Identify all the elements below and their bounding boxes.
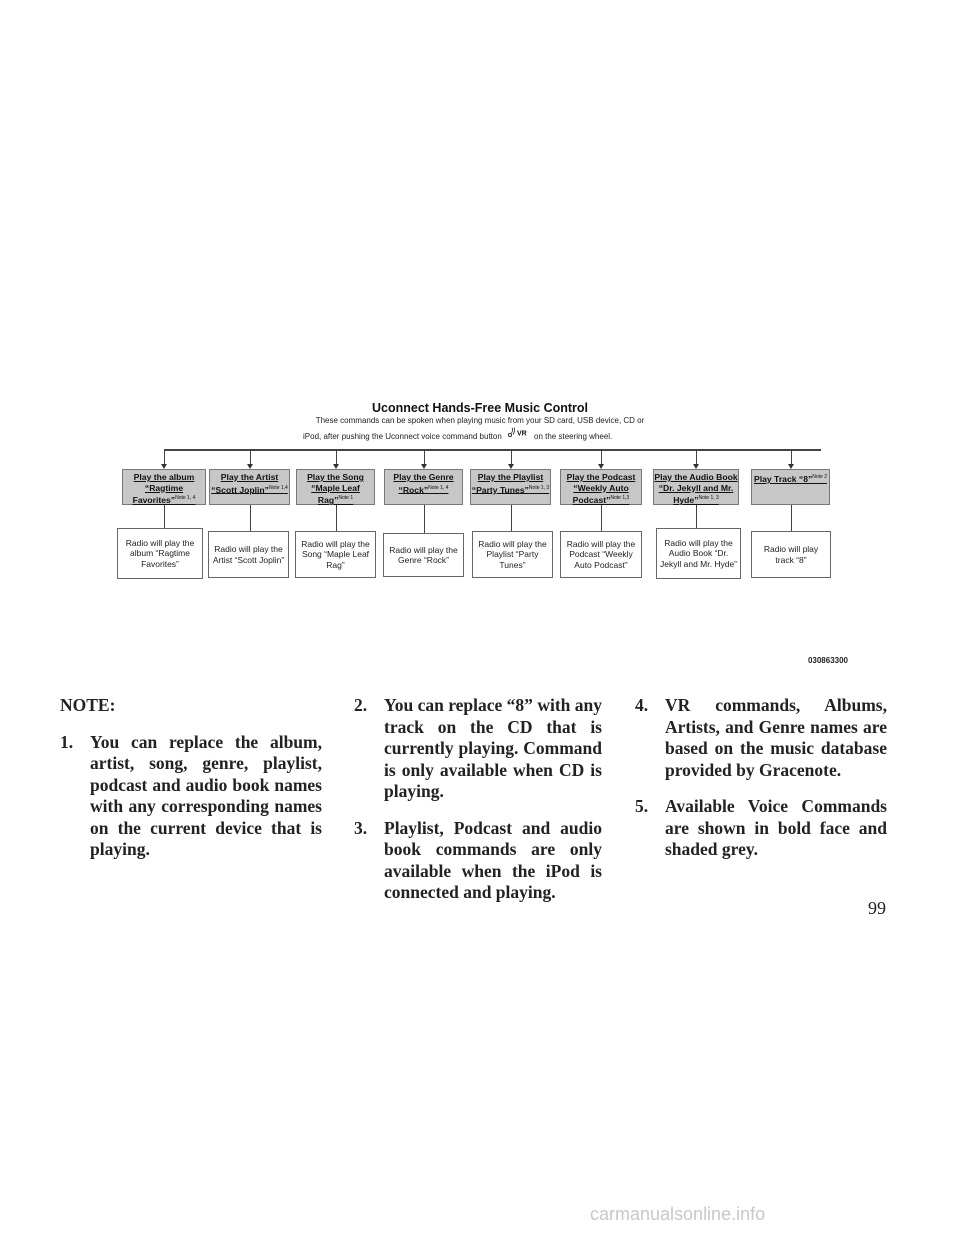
diagram-subtitle-line1: These commands can be spoken when playing music from your SD card, USB device, CD or: [315, 416, 645, 425]
figure-code: 030863300: [807, 656, 848, 665]
voice-command-box: [122, 469, 206, 505]
connector-link: [791, 505, 792, 531]
note-text: You can replace the album, artist, song, genre, playlist, podcast and audio book names with any corresponding names on the current device that is playing.: [90, 731, 322, 859]
voice-command-text: Play Track “8”: [753, 473, 813, 484]
note-text: Available Voice Commands are shown in bold face and shaded grey.: [665, 796, 887, 859]
connector-link: [511, 505, 512, 531]
note-reference: Note 2: [812, 474, 828, 480]
connector-link: [601, 505, 602, 531]
voice-command-box: [296, 469, 375, 505]
note-item-2: [354, 695, 602, 803]
result-box: Radio will play the Podcast “Weekly Auto Podcast”: [560, 531, 642, 578]
notes-column-2: [354, 695, 602, 919]
diagram-subtitle-line2-left: iPod, after pushing the Uconnect voice command button: [303, 432, 502, 441]
connector-link: [696, 505, 697, 528]
voice-command-box: [560, 469, 642, 505]
note-text: VR commands, Albums, Artists, and Genre names are based on the music database provided by Gracenote.: [665, 695, 887, 780]
voice-command-text: Play the Playlist “Party Tunes”: [471, 472, 544, 495]
voice-command-text: Play the Podcast “Weekly Auto Podcast”: [566, 472, 636, 505]
note-item-4: [635, 695, 887, 781]
note-item-5: [635, 796, 887, 861]
voice-command-text: Play the Audio Book “Dr. Jekyll and Mr. Hyde”: [654, 472, 738, 505]
result-box: Radio will play the Playlist “Party Tunes”: [472, 531, 553, 578]
result-box: Radio will play the Audio Book “Dr. Jekyll and Mr. Hyde”: [656, 528, 741, 579]
note-number: 3.: [354, 817, 368, 838]
result-box: Radio will play the album “Ragtime Favorites”: [117, 528, 203, 579]
note-number: 2.: [354, 695, 368, 715]
voice-command-icon: [507, 427, 529, 440]
notes-column-1: [60, 695, 322, 876]
result-box: Radio will play the Genre “Rock”: [383, 533, 464, 577]
notes-heading: NOTE:: [60, 695, 116, 715]
note-reference: Note 1, 3: [528, 484, 550, 491]
voice-command-box: [384, 469, 463, 505]
note-reference: Note 1,4: [268, 484, 288, 491]
result-box: Radio will play track “8”: [751, 531, 831, 578]
voice-command-box: [653, 469, 739, 505]
voice-command-text: Play the album “Ragtime Favorites”: [132, 472, 195, 505]
connector-link: [164, 505, 165, 528]
note-number: 1.: [60, 731, 74, 752]
watermark: carmanualsonline.info: [590, 1204, 766, 1224]
note-reference: Note 1,3: [610, 495, 630, 501]
note-text: Playlist, Podcast and audio book commands are only available when the iPod is connected and playing.: [384, 817, 602, 902]
voice-command-box: [751, 469, 830, 505]
vr-label: VR: [517, 430, 527, 438]
connector-link: [250, 505, 251, 531]
page-number: 99: [868, 898, 886, 918]
notes-column-3: [635, 695, 887, 876]
voice-command-text: Play the Genre “Rock”: [393, 472, 454, 495]
note-item-1: [60, 732, 322, 861]
note-text: You can replace “8” with any track on the CD that is currently playing. Command is only available when CD is playing.: [384, 695, 602, 801]
voice-command-text: Play the Artist “Scott Joplin”: [211, 472, 279, 495]
connector-bus: [165, 449, 821, 451]
note-reference: Note 1, 4: [175, 495, 196, 501]
diagram-title: Uconnect Hands-Free Music Control: [372, 401, 588, 415]
note-number: 4.: [635, 695, 649, 715]
result-box: Radio will play the Song “Maple Leaf Rag”: [295, 531, 376, 578]
connector-link: [424, 505, 425, 533]
diagram-subtitle-line2-right: on the steering wheel.: [534, 432, 613, 441]
note-reference: Note 1, 3: [698, 495, 719, 501]
music-control-diagram: [110, 398, 850, 670]
result-box: Radio will play the Artist “Scott Joplin”: [208, 531, 289, 578]
note-reference: Note 1, 4: [428, 484, 449, 491]
voice-command-box: [470, 469, 551, 505]
connector-link: [336, 505, 337, 531]
voice-command-text: Play the Song “Maple Leaf Rag”: [307, 472, 364, 505]
note-item-3: [354, 818, 602, 904]
voice-command-box: [209, 469, 290, 505]
note-number: 5.: [635, 796, 649, 816]
note-reference: Note 1: [338, 495, 354, 501]
